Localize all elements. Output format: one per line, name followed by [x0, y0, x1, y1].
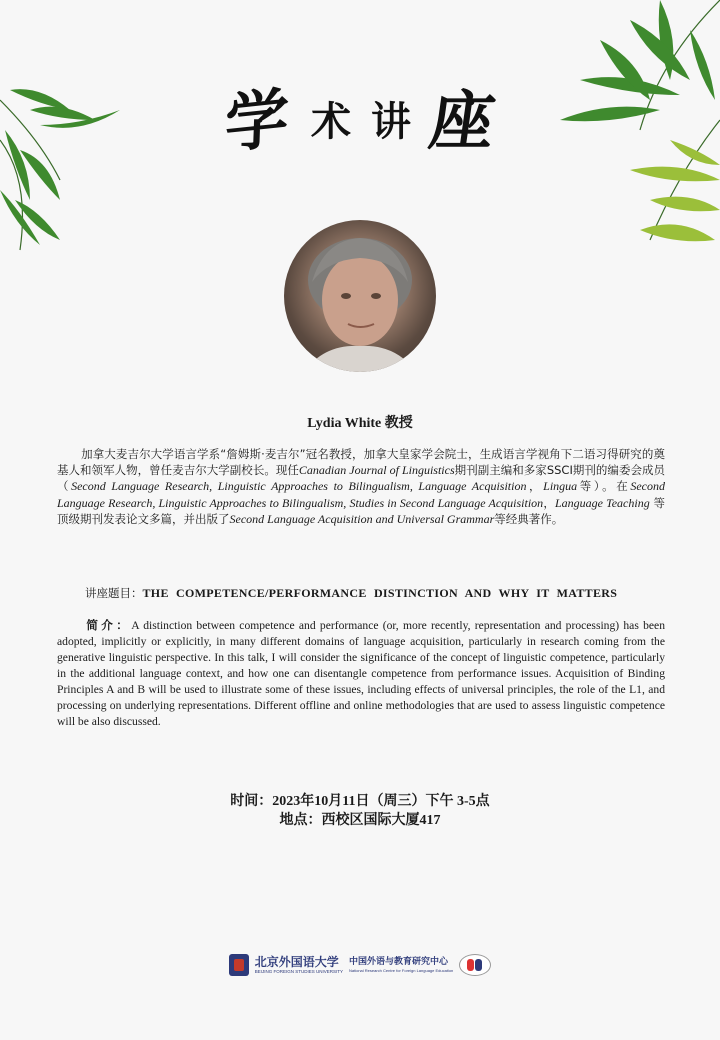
centre-logo-icon: [459, 954, 491, 976]
abstract-text: A distinction between competence and performance (or, more recently, representation and processing) has been adopted, implicitly or explicitly, in many different domains of language acquisition, particularly in research coming from the generative linguistic perspective. In this talk, I will consider the significance of the concept of linguistic competence, particularly in the additional language context, and how one can disentangle competence from performance issues. Acquisition of Binding Principles A and B will be used to illustrate some of these issues, including effects of universal principles, the role of the L1, and processing on underlying representations. Different offline and online methodologies that are used to assess linguistic competence will be also discussed.: [57, 619, 665, 728]
title-char-3: 讲: [371, 98, 411, 145]
footer-logos: [0, 951, 720, 979]
abstract-label: 简介：: [85, 618, 132, 632]
speaker-portrait: [284, 220, 436, 372]
lecture-place: 地点：西校区国际大厦417: [279, 813, 441, 828]
speaker-bio: 加拿大麦吉尔大学语言学系“詹姆斯·麦吉尔”冠名教授，加拿大皇家学会院士，生成语言学视角下二语习得研究的奠基人和领军人物，曾任麦吉尔大学副校长。现任Canadian Journal of Linguistics期刊副主编和多家SSCI期刊的编委会成员（Second Language Research, Linguistic Approaches to Bilingualism, Language Acquisition，Lingua等）。在Second Language Research, Linguistic Approaches to Bilingualism, Studies in Second Language Acquisition，Language Teaching 等顶级期刊发表论文多篇，并出版了Second Language Acquisition and Universal Grammar等经典著作。: [57, 447, 666, 526]
title-char-1: 学: [223, 80, 290, 163]
topic-text: THE COMPETENCE/PERFORMANCE DISTINCTION AND WHY IT MATTERS: [142, 586, 618, 600]
topic-label: 讲座题目：: [85, 586, 143, 600]
university-name: 北京外国语大学 BEIJING FOREIGN STUDIES UNIVERSITY: [254, 954, 343, 974]
title-char-2: 术: [311, 98, 351, 145]
university-seal-icon: [229, 954, 249, 976]
page-title: [0, 70, 720, 162]
lecture-time: 时间：2023年10月11日（周三）下午 3-5点: [230, 794, 490, 809]
speaker-name: Lydia White 教授: [307, 416, 413, 431]
title-char-4: 座: [424, 84, 500, 159]
lecture-topic: [85, 585, 685, 601]
lecture-abstract: [57, 617, 665, 730]
centre-name: 中国外语与教育研究中心 National Research Centre for Foreign Language Education: [348, 956, 454, 973]
